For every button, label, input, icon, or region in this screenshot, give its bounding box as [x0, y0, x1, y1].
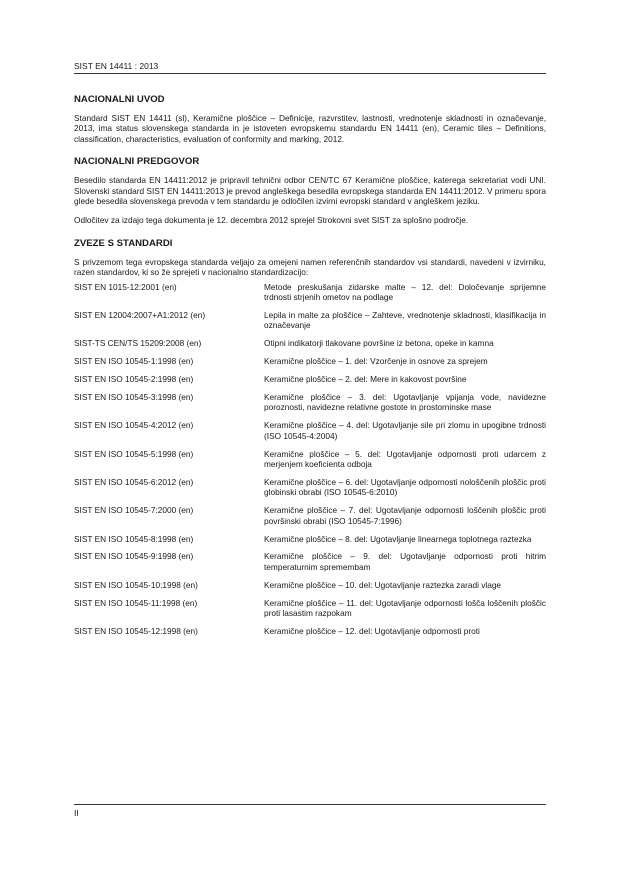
reference-title: Keramične ploščice – 10. del: Ugotavljanje raztezka zaradi vlage [264, 579, 502, 590]
reference-title: Keramične ploščice – 6. del: Ugotavljanje odpornosti nološčenih ploščic proti globinski obrabi (ISO 10545-6:2010) [264, 476, 546, 498]
reference-code: SIST EN 1015-12:2001 (en) [74, 281, 177, 292]
reference-row [74, 392, 546, 420]
reference-code: SIST EN ISO 10545-9:1998 (en) [74, 551, 194, 562]
header-divider [74, 73, 546, 74]
reference-code: SIST EN ISO 10545-5:1998 (en) [74, 448, 194, 459]
reference-row [74, 551, 546, 579]
document-id-header: SIST EN 14411 : 2013 [74, 61, 159, 71]
references-table [74, 282, 546, 644]
reference-title: Lepila in malte za ploščice – Zahteve, vrednotenje skladnosti, klasifikacija in označevanje [264, 309, 546, 331]
reference-code: SIST EN ISO 10545-4:2012 (en) [74, 420, 194, 431]
reference-code: SIST EN ISO 10545-7:2000 (en) [74, 505, 194, 516]
reference-row [74, 338, 546, 356]
reference-title: Keramične ploščice – 9. del: Ugotavljanje odpornosti proti hitrim temperaturnim spremembam [264, 551, 546, 572]
references-heading: ZVEZE S STANDARDI [74, 237, 173, 249]
reference-row [74, 477, 546, 505]
reference-row [74, 449, 546, 477]
reference-code: SIST EN 12004:2007+A1:2012 (en) [74, 309, 206, 320]
reference-title: Keramične ploščice – 7. del: Ugotavljanje odpornosti loščenih ploščic proti površinski obrabi (ISO 10545-7:1996) [264, 505, 546, 526]
reference-code: SIST EN ISO 10545-3:1998 (en) [74, 392, 194, 402]
national-intro-text: Standard SIST EN 14411 (sl), Keramične ploščice – Definicije, razvrstitev, lastnosti, vrednotenje skladnosti in označevanje, 2013, ima status slovenskega standarda in je istoveten evropskemu standardu EN 14411 (en), Ceramic tiles – Definitions, classification, characteristics, evaluation of conformity and marking, 2012. [74, 113, 546, 144]
reference-code: SIST EN ISO 10545-6:2012 (en) [74, 476, 194, 487]
reference-code: SIST EN ISO 10545-12:1998 (en) [74, 626, 198, 636]
reference-title: Keramične ploščice – 11. del: Ugotavljanje odpornosti lošča loščenih ploščic proti lasastim razpokam [264, 597, 546, 619]
reference-title: Keramične ploščice – 5. del: Ugotavljanje odpornosti proti udarcem z merjenjem koeficienta odboja [264, 448, 546, 470]
reference-row [74, 505, 546, 533]
reference-title: Keramične ploščice – 12. del: Ugotavljanje odpornosti proti [264, 626, 480, 636]
reference-row [74, 310, 546, 338]
reference-row [74, 420, 546, 448]
reference-code: SIST EN ISO 10545-2:1998 (en) [74, 374, 194, 385]
reference-row [74, 598, 546, 626]
reference-row [74, 374, 546, 392]
reference-code: SIST EN ISO 10545-8:1998 (en) [74, 533, 194, 544]
references-intro: S privzemom tega evropskega standarda veljajo za omejeni namen referenčnih standardov vsi standardi, navedeni v izvirniku, razen standardov, ki so že sprejeti v nacionalno standardizacijo: [74, 256, 546, 278]
reference-code: SIST EN ISO 10545-1:1998 (en) [74, 356, 194, 367]
footer-divider [74, 804, 546, 805]
national-foreword-heading: NACIONALNI PREDGOVOR [74, 156, 200, 168]
national-foreword-paragraph-2: Odločitev za izdajo tega dokumenta je 12. decembra 2012 sprejel Strokovni svet SIST za splošno področje. [74, 215, 469, 226]
reference-title: Keramične ploščice – 2. del: Mere in kakovost površine [264, 374, 467, 385]
reference-row [74, 356, 546, 374]
reference-title: Keramične ploščice – 4. del: Ugotavljanje sile pri zlomu in upogibne trdnosti (ISO 10545-4:2004) [264, 420, 546, 441]
reference-title: Otipni indikatorji tlakovane površine iz betona, opeke in kamna [264, 338, 494, 349]
reference-code: SIST-TS CEN/TS 15209:2008 (en) [74, 338, 202, 349]
reference-row [74, 626, 546, 644]
reference-title: Keramične ploščice – 1. del: Vzorčenje in osnove za sprejem [264, 356, 488, 367]
page-content [74, 94, 546, 644]
reference-row [74, 282, 546, 310]
reference-row [74, 580, 546, 598]
reference-title: Keramične ploščice – 8. del: Ugotavljanje linearnega toplotnega raztezka [264, 533, 532, 544]
national-foreword-paragraph-1: Besedilo standarda EN 14411:2012 je pripravil tehnični odbor CEN/TC 67 Keramične ploščice, katerega sekretariat vodi UNI. Slovenski standard SIST EN 14411:2013 je prevod angleškega besedila evropskega standarda EN 14411:2012. V primeru spora glede besedila slovenskega prevoda v tem standardu je odločilen izvirni evropski standard v angleškem jeziku. [74, 175, 546, 207]
reference-row [74, 534, 546, 552]
national-intro-heading: NACIONALNI UVOD [74, 94, 165, 105]
reference-title: Keramične ploščice – 3. del: Ugotavljanje vpijanja vode, navidezne poroznosti, navidezne relativne gostote in prostorninske mase [264, 392, 546, 413]
page-number: II [74, 808, 79, 818]
reference-title: Metode preskušanja zidarske malte – 12. del: Določevanje sprijemne trdnosti strjenih ometov na podlage [264, 281, 546, 303]
reference-code: SIST EN ISO 10545-11:1998 (en) [74, 597, 198, 608]
reference-code: SIST EN ISO 10545-10:1998 (en) [74, 579, 198, 590]
